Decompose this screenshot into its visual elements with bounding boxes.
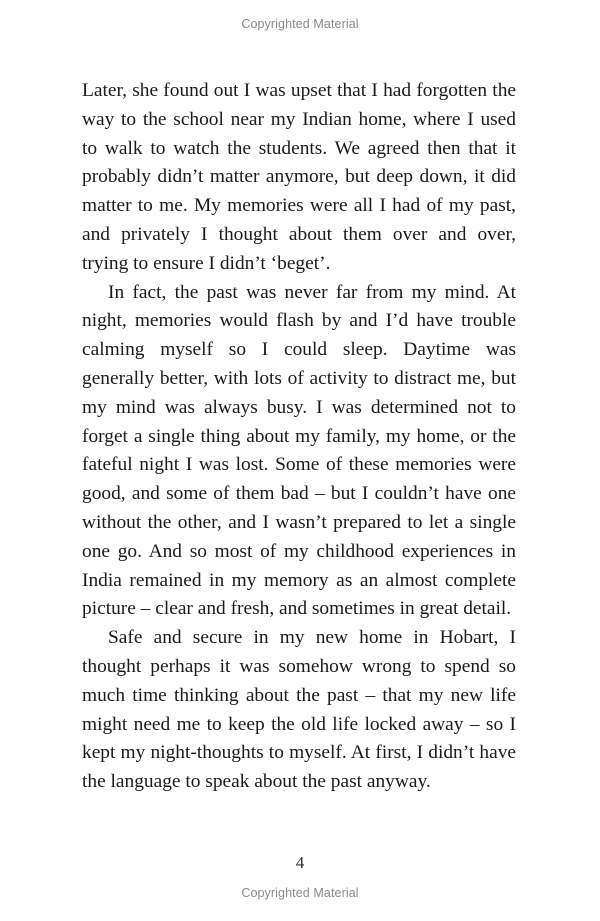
- paragraph-2: In fact, the past was never far from my mind. At night, memories would flash by and I’d have trouble calming myself so I could sleep. Daytime was generally better, with lots of activity to distract me, but my mind was always busy. I was determined not to forget a single thing about my family, my home, or the fateful night I was lost. Some of these memories were good, and some of them bad – but I couldn’t have one without the other, and I wasn’t prepared to let a single one go. And so most of my childhood experiences in India remained in my memory as an almost complete picture – clear and fresh, and sometimes in great detail.: [82, 281, 516, 620]
- paragraph-1: Later, she found out I was upset that I had forgotten the way to the school near my Indian home, where I used to walk to watch the students. We agreed then that it probably didn’t matter anymore, but deep down, it did matter to me. My memories were all I had of my past, and privately I thought about them over and over, trying to ensure I didn’t ‘beget’.: [82, 80, 516, 274]
- page-body: [82, 77, 516, 797]
- copyright-watermark-bottom: Copyrighted Material: [241, 886, 359, 900]
- paragraph-3: Safe and secure in my new home in Hobart, I thought perhaps it was somehow wrong to spend so much time thinking about the past – that my new life might need me to keep the old life locked away – so I kept my night-thoughts to myself. At first, I didn’t have the language to speak about the past anyway.: [82, 627, 516, 793]
- page-number: 4: [295, 853, 305, 872]
- copyright-watermark-top: Copyrighted Material: [241, 17, 359, 31]
